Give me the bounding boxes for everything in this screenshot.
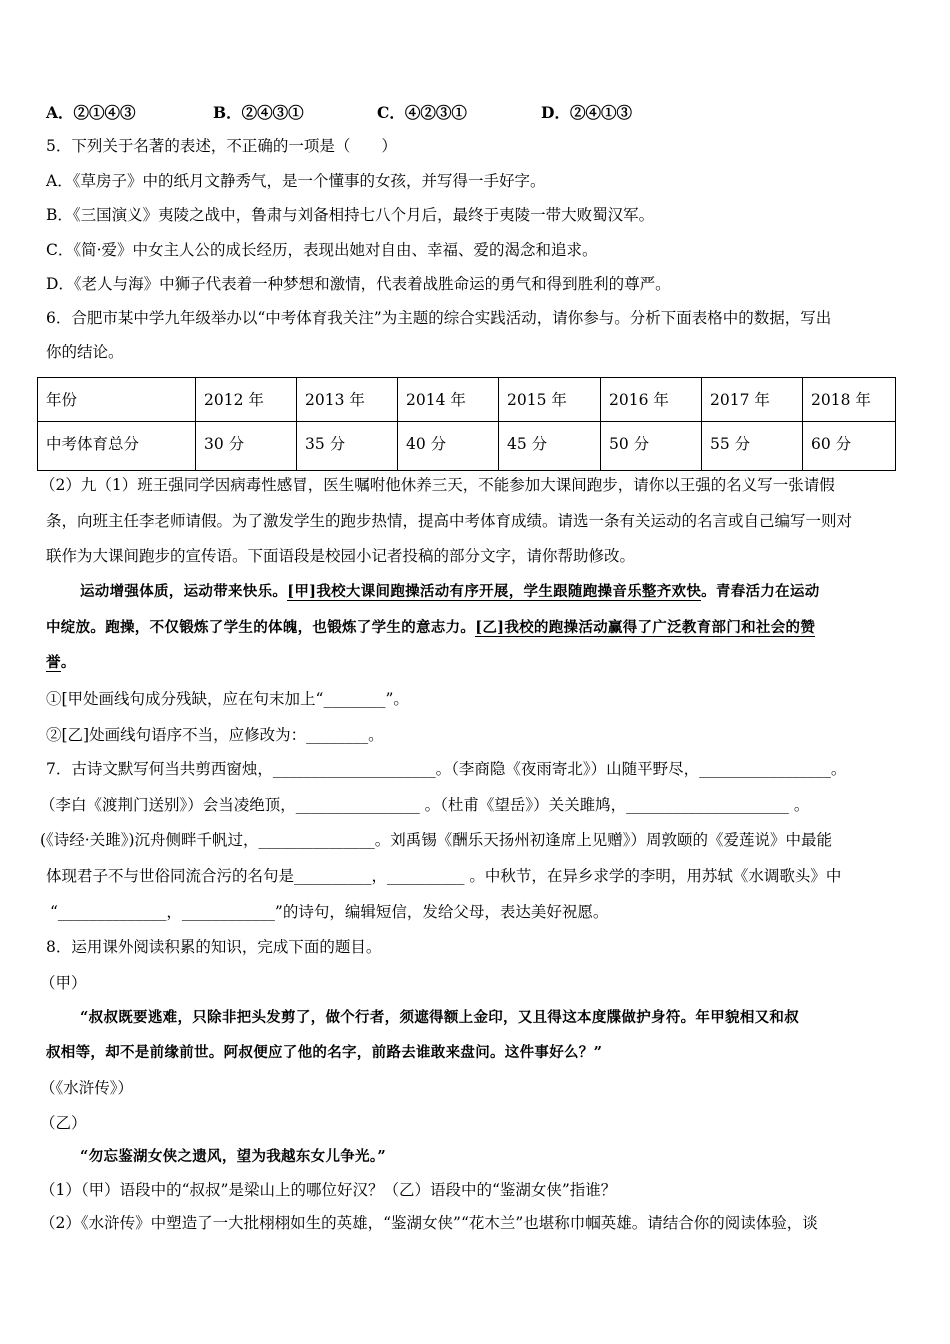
passage-line-2 <box>46 618 815 638</box>
table-cell: 2015 年 <box>499 378 601 422</box>
option-c: C．④②③① <box>377 103 467 122</box>
table-cell: 年份 <box>38 378 196 422</box>
q7-line-4: 体现君子不与世俗同流合污的名句是__________，__________ 。中秋节，在异乡求学的李明，用苏轼《水调歌头》中 <box>46 867 842 885</box>
q7-line-3: (《诗经·关雎》)沉舟侧畔千帆过，_______________。刘禹锡《酬乐天扬州初逢席上见赠》）周敦颐的《爱莲说》中最能 <box>40 831 833 849</box>
table-cell: 中考体育总分 <box>38 422 196 471</box>
table-cell: 35 分 <box>297 422 398 471</box>
q8-sub1: （1）（甲）语段中的“叔叔”是梁山上的哪位好汉？（乙）语段中的“鉴湖女侠”指谁？ <box>40 1181 617 1199</box>
score-table <box>37 377 896 471</box>
passage-line-1 <box>80 582 820 602</box>
table-cell: 2017 年 <box>702 378 803 422</box>
q7-line-1: 7．古诗文默写何当共剪西窗烛，_____________________。（李商隐《夜雨寄北》）山随平野尽，_________________。 <box>46 760 847 778</box>
q6-part2-1: （2）九（1）班王强同学因病毒性感冒，医生嘱咐他休养三天，不能参加大课间跑步，请你以王强的名义写一张请假 <box>40 476 835 494</box>
table-cell: 2016 年 <box>601 378 702 422</box>
option-b: B．②④③① <box>213 103 304 122</box>
q6-part2-3: 联作为大课间跑步的宣传语。下面语段是校园小记者投稿的部分文字，请你帮助修改。 <box>46 547 636 565</box>
q6-sub2: ②[乙]处画线句语序不当，应修改为：________。 <box>46 726 384 744</box>
q5-option-b: B．《三国演义》夷陵之战中，鲁肃与刘备相持七八个月后，最终于夷陵一带大败蜀汉军。 <box>46 206 655 224</box>
table-cell: 40 分 <box>398 422 499 471</box>
passage-line-3 <box>46 653 76 673</box>
q8-source: （《水浒传》） <box>40 1079 134 1097</box>
q8-yi-quote: “勿忘鉴湖女侠之遗风，望为我越东女儿争光。” <box>80 1148 387 1165</box>
q8-jia-quote-1: “叔叔既要逃难，只除非把头发剪了，做个行者，须遮得额上金印，又且得这本度牒做护身符。年甲貌相又和叔 <box>80 1009 800 1026</box>
q6-stem-1: 6．合肥市某中学九年级举办以“中考体育我关注”为主题的综合实践活动，请你参与。分析下面表格中的数据，写出 <box>46 309 832 327</box>
q5-option-d: D．《老人与海》中狮子代表着一种梦想和激情，代表着战胜命运的勇气和得到胜利的尊严。 <box>46 275 671 293</box>
q5-option-a: A．《草房子》中的纸月文静秀气，是一个懂事的女孩，并写得一手好字。 <box>46 172 546 190</box>
passage-text: 运动增强体质，运动带来快乐。 <box>80 583 288 600</box>
table-cell: 2012 年 <box>196 378 297 422</box>
table-cell: 2018 年 <box>803 378 896 422</box>
q6-part2-2: 条，向班主任李老师请假。为了激发学生的跑步热情，提高中考体育成绩。请选一条有关运动的名言或自己编写一则对 <box>46 512 853 530</box>
q8-stem: 8．运用课外阅读积累的知识，完成下面的题目。 <box>46 938 382 956</box>
q5-stem: 5．下列关于名著的表述，不正确的一项是（ ） <box>46 137 397 155</box>
option-a: A．②①④③ <box>46 103 136 122</box>
q8-sub2: （2）《水浒传》中塑造了一大批栩栩如生的英雄，“鉴湖女侠”“花木兰”也堪称巾帼英雄。请结合你的阅读体验，谈 <box>40 1214 818 1232</box>
q6-stem-2: 你的结论。 <box>46 343 124 361</box>
table-row-header <box>38 378 896 422</box>
passage-text: 中绽放。跑操，不仅锻炼了学生的体魄，也锻炼了学生的意志力。 <box>46 619 476 636</box>
q7-line-2: （李白《渡荆门送别》）会当凌绝顶，________________ 。（杜甫《望岳》）关关雎鸠，_____________________ 。 <box>40 796 810 814</box>
table-cell: 60 分 <box>803 422 896 471</box>
table-cell: 50 分 <box>601 422 702 471</box>
passage-text: 。 <box>60 654 76 671</box>
table-cell: 2014 年 <box>398 378 499 422</box>
underlined-sentence-yi-end: 誉 <box>46 654 61 671</box>
option-d: D．②④①③ <box>541 103 632 122</box>
q5-option-c: C．《简·爱》中女主人公的成长经历，表现出她对自由、幸福、爱的渴念和追求。 <box>46 241 598 259</box>
q8-jia-label: （甲） <box>40 974 87 992</box>
underlined-sentence-yi: [乙]我校的跑操活动赢得了广泛教育部门和社会的赞 <box>475 619 816 636</box>
underlined-sentence-jia: [甲]我校大课间跑操活动有序开展，学生跟随跑操音乐整齐欢快 <box>287 583 702 600</box>
table-cell: 55 分 <box>702 422 803 471</box>
table-row <box>38 422 896 471</box>
table-cell: 45 分 <box>499 422 601 471</box>
table-cell: 2013 年 <box>297 378 398 422</box>
q6-sub1: ①[甲处画线句成分残缺，应在句末加上“________”。 <box>46 690 409 708</box>
q7-line-5: “______________，____________”的诗句，编辑短信，发给父母，表达美好祝愿。 <box>50 903 609 921</box>
q8-jia-quote-2: 叔相等，却不是前缘前世。阿叔便应了他的名字，前路去谁敢来盘问。这件事好么？” <box>46 1044 603 1061</box>
table-cell: 30 分 <box>196 422 297 471</box>
passage-text: 。青春活力在运动 <box>701 583 820 600</box>
q8-yi-label: （乙） <box>40 1114 87 1132</box>
